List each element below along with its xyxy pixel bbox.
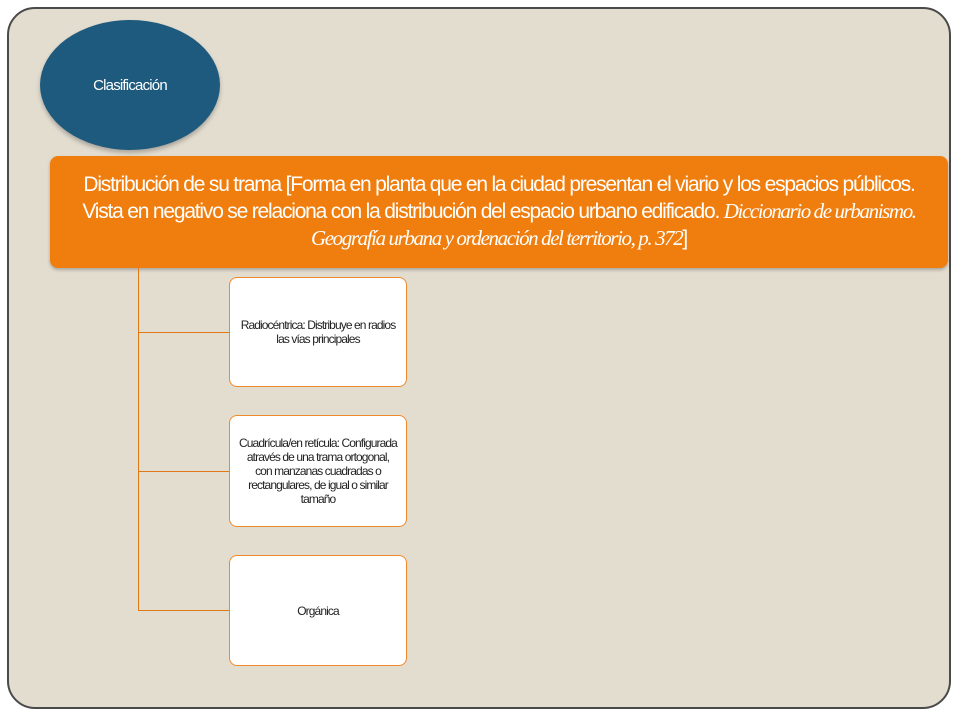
connector-radiocentrica [138,332,230,333]
main-category-text [64,172,934,252]
connector-organica [138,610,230,611]
child-box-cuadricula [229,415,407,527]
child-label-cuadricula: Cuadrícula/en retícula: Configurada através de una trama ortogonal, con manzanas cuadradas o rectangulares, de igual o similar tamaño [239,436,397,506]
child-box-radiocentrica [229,277,407,387]
connector-vertical [138,268,139,610]
connector-cuadricula [138,471,230,472]
classification-circle [40,20,220,150]
main-category-box [50,156,948,268]
main-definition: Distribución de su trama [Forma en planta que en la ciudad presentan el viario y los espacios públicos. Vista en negativo se relaciona con la distribución del espacio urbano edificado. [82,173,915,223]
main-closing-bracket: ] [682,227,688,250]
child-box-organica [229,555,407,666]
classification-label: Clasificación [93,76,167,94]
child-label-radiocentrica: Radiocéntrica: Distribuye en radios las vías principales [240,318,396,346]
child-label-organica: Orgánica [297,603,339,618]
main-citation: Diccionario de urbanismo. Geografía urbana y ordenación del territorio, p. 372 [310,199,916,250]
